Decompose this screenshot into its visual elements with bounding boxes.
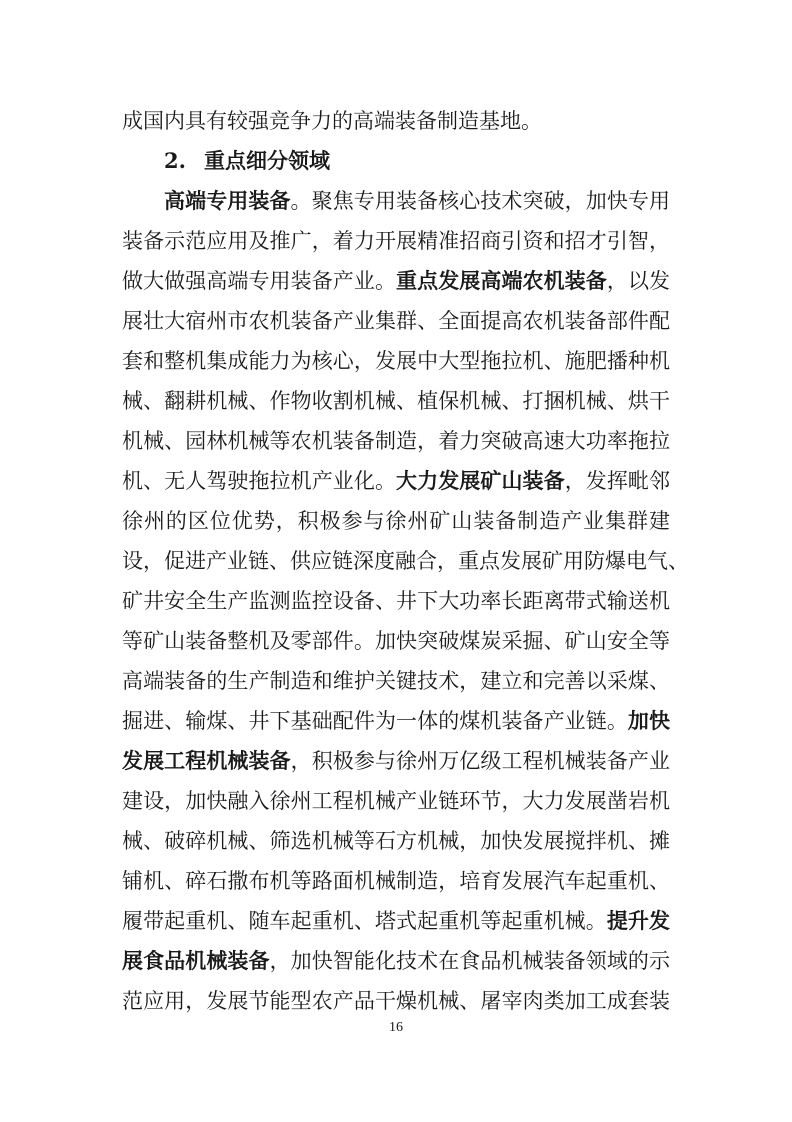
line-text: 装备示范应用及推广，着力开展精准招商引资和招才引智， (122, 229, 670, 253)
line-text: 展壮大宿州市农机装备产业集群、全面提高农机装备部件配 (122, 309, 670, 333)
text-line-14 (122, 661, 670, 701)
heading-number: 2. (164, 148, 186, 173)
text-line-21 (122, 941, 670, 981)
line-text: 建设，加快融入徐州工程机械产业链环节，大力发展凿岩机 (122, 789, 670, 813)
line-text: ，积极参与徐州万亿级工程机械装备产业 (290, 749, 670, 773)
text-line-22 (122, 981, 670, 1021)
text-line-6 (122, 341, 670, 381)
line-text: 械、翻耕机械、作物收割机械、植保机械、打捆机械、烘干 (122, 389, 670, 413)
line-text: 矿井安全生产监测监控设备、井下大功率长距离带式输送机 (122, 589, 670, 613)
line-text: 范应用，发展节能型农产品干燥机械、屠宰肉类加工成套装 (122, 989, 670, 1013)
text-line-17 (122, 781, 670, 821)
text-line-4 (122, 261, 670, 301)
text-line-13 (122, 621, 670, 661)
text-line-1 (122, 101, 670, 141)
text-line-9 (122, 461, 670, 501)
text-line-8 (122, 421, 670, 461)
bold-phrase: 大力发展矿山装备 (396, 468, 565, 493)
line-text: 械、破碎机械、筛选机械等石方机械，加快发展搅拌机、摊 (122, 829, 670, 853)
text-line-15 (122, 701, 670, 741)
line-text: 高端装备的生产制造和维护关键技术，建立和完善以采煤、 (122, 669, 670, 693)
bold-phrase: 展食品机械装备 (122, 948, 270, 973)
line-text: 做大做强高端专用装备产业。 (122, 269, 397, 293)
page-number: 16 (389, 1020, 403, 1035)
heading-title: 重点细分领域 (204, 148, 330, 173)
text-line-5 (122, 301, 670, 341)
text-line-11 (122, 541, 689, 581)
text-line-3 (122, 221, 670, 261)
line-text: 等矿山装备整机及零部件。加快突破煤炭采掘、矿山安全等 (122, 629, 670, 653)
line-text: ，发挥毗邻 (564, 469, 671, 493)
line-text: 机、无人驾驶拖拉机产业化。 (122, 469, 397, 493)
line-text: 机械、园林机械等农机装备制造，着力突破高速大功率拖拉 (122, 429, 670, 453)
line-text: 设，促进产业链、供应链深度融合，重点发展矿用防爆电气、 (122, 549, 689, 573)
text-line-12 (122, 581, 670, 621)
line-text: 掘进、输煤、井下基础配件为一体的煤机装备产业链。 (122, 709, 628, 733)
text-line-2 (164, 181, 670, 221)
bold-phrase: 重点发展高端农机装备 (396, 268, 607, 293)
text-line-16 (122, 741, 670, 781)
line-text: ，加快智能化技术在食品机械装备领域的示 (269, 949, 671, 973)
text-line-10 (122, 501, 670, 541)
bold-phrase: 提升发 (606, 908, 671, 933)
bold-phrase: 发展工程机械装备 (122, 748, 291, 773)
line-text: 成国内具有较强竞争力的高端装备制造基地。 (122, 109, 542, 133)
section-heading (164, 141, 330, 181)
line-text: 铺机、碎石撒布机等路面机械制造，培育发展汽车起重机、 (122, 869, 670, 893)
text-line-20 (122, 901, 670, 941)
text-line-7 (122, 381, 670, 421)
line-text: 套和整机集成能力为核心，发展中大型拖拉机、施肥播种机 (122, 349, 670, 373)
line-text: ，以发 (606, 269, 671, 293)
bold-phrase: 加快 (627, 708, 671, 733)
text-line-19 (122, 861, 670, 901)
line-text: 履带起重机、随车起重机、塔式起重机等起重机械。 (122, 909, 607, 933)
text-line-18 (122, 821, 670, 861)
line-text: 徐州的区位优势，积极参与徐州矿山装备制造产业集群建 (122, 509, 670, 533)
line-text: 。聚焦专用装备核心技术突破，加快专用 (290, 189, 671, 213)
bold-phrase: 高端专用装备 (164, 188, 291, 213)
